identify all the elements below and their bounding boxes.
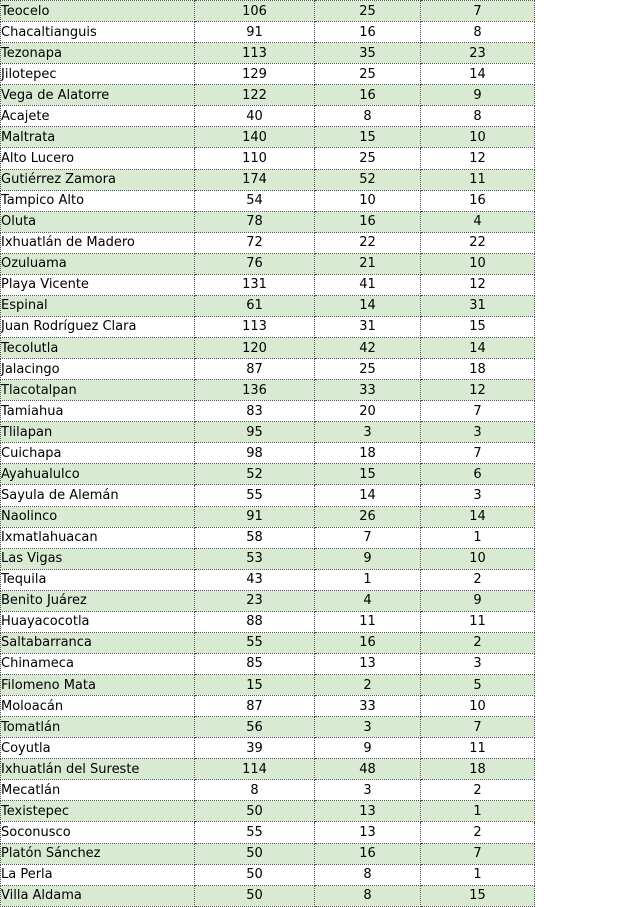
value-cell-col1: 23 xyxy=(195,590,315,611)
value-cell-col1: 50 xyxy=(195,864,315,885)
table-row xyxy=(1,759,535,780)
value-cell-col2: 11 xyxy=(315,611,421,632)
value-cell-col3: 15 xyxy=(421,316,535,337)
table-row xyxy=(1,1,535,22)
value-cell-col3: 6 xyxy=(421,464,535,485)
municipality-name-cell: Jalacingo xyxy=(1,359,195,380)
value-cell-col1: 72 xyxy=(195,232,315,253)
table-row xyxy=(1,738,535,759)
municipality-name-cell: Benito Juárez xyxy=(1,590,195,611)
value-cell-col3: 9 xyxy=(421,85,535,106)
value-cell-col2: 8 xyxy=(315,885,421,906)
value-cell-col1: 55 xyxy=(195,485,315,506)
value-cell-col1: 8 xyxy=(195,780,315,801)
value-cell-col3: 7 xyxy=(421,717,535,738)
table-row xyxy=(1,801,535,822)
table-row xyxy=(1,169,535,190)
municipality-name-cell: Cuichapa xyxy=(1,443,195,464)
value-cell-col1: 61 xyxy=(195,295,315,316)
value-cell-col1: 40 xyxy=(195,106,315,127)
municipality-name-cell: Las Vigas xyxy=(1,548,195,569)
value-cell-col3: 7 xyxy=(421,1,535,22)
value-cell-col1: 91 xyxy=(195,22,315,43)
value-cell-col1: 15 xyxy=(195,675,315,696)
value-cell-col2: 13 xyxy=(315,801,421,822)
value-cell-col3: 2 xyxy=(421,780,535,801)
municipality-name-cell: Tezonapa xyxy=(1,43,195,64)
table-row xyxy=(1,485,535,506)
value-cell-col3: 1 xyxy=(421,527,535,548)
table-row xyxy=(1,295,535,316)
value-cell-col2: 33 xyxy=(315,696,421,717)
table-row xyxy=(1,548,535,569)
value-cell-col3: 2 xyxy=(421,632,535,653)
municipality-name-cell: Ayahualulco xyxy=(1,464,195,485)
municipality-name-cell: Gutiérrez Zamora xyxy=(1,169,195,190)
value-cell-col3: 3 xyxy=(421,653,535,674)
value-cell-col2: 22 xyxy=(315,232,421,253)
value-cell-col3: 12 xyxy=(421,274,535,295)
municipality-name-cell: Juan Rodríguez Clara xyxy=(1,316,195,337)
municipality-name-cell: Ozuluama xyxy=(1,253,195,274)
value-cell-col3: 14 xyxy=(421,64,535,85)
value-cell-col3: 22 xyxy=(421,232,535,253)
municipality-name-cell: Soconusco xyxy=(1,822,195,843)
value-cell-col2: 31 xyxy=(315,316,421,337)
table-row xyxy=(1,85,535,106)
value-cell-col2: 16 xyxy=(315,85,421,106)
table-row xyxy=(1,232,535,253)
value-cell-col1: 113 xyxy=(195,43,315,64)
table-row xyxy=(1,106,535,127)
municipality-name-cell: Coyutla xyxy=(1,738,195,759)
municipality-name-cell: Tamiahua xyxy=(1,401,195,422)
value-cell-col1: 50 xyxy=(195,885,315,906)
value-cell-col3: 15 xyxy=(421,885,535,906)
value-cell-col3: 11 xyxy=(421,611,535,632)
value-cell-col1: 140 xyxy=(195,127,315,148)
value-cell-col3: 5 xyxy=(421,675,535,696)
value-cell-col2: 2 xyxy=(315,675,421,696)
municipality-name-cell: Filomeno Mata xyxy=(1,675,195,696)
value-cell-col2: 25 xyxy=(315,359,421,380)
table-row xyxy=(1,422,535,443)
table-row xyxy=(1,590,535,611)
value-cell-col1: 120 xyxy=(195,338,315,359)
value-cell-col1: 58 xyxy=(195,527,315,548)
value-cell-col3: 1 xyxy=(421,864,535,885)
value-cell-col3: 12 xyxy=(421,148,535,169)
municipality-name-cell: Oluta xyxy=(1,211,195,232)
municipality-name-cell: Chacaltianguis xyxy=(1,22,195,43)
value-cell-col3: 9 xyxy=(421,590,535,611)
municipality-name-cell: Ixmatlahuacan xyxy=(1,527,195,548)
value-cell-col2: 8 xyxy=(315,864,421,885)
table-row xyxy=(1,443,535,464)
value-cell-col2: 16 xyxy=(315,22,421,43)
municipality-name-cell: Espinal xyxy=(1,295,195,316)
value-cell-col3: 14 xyxy=(421,338,535,359)
table-row xyxy=(1,190,535,211)
municipality-name-cell: Sayula de Alemán xyxy=(1,485,195,506)
value-cell-col3: 2 xyxy=(421,822,535,843)
value-cell-col1: 52 xyxy=(195,464,315,485)
municipality-name-cell: Ixhuatlán de Madero xyxy=(1,232,195,253)
municipality-name-cell: Chinameca xyxy=(1,653,195,674)
table-row xyxy=(1,864,535,885)
municipality-name-cell: Maltrata xyxy=(1,127,195,148)
value-cell-col3: 11 xyxy=(421,169,535,190)
table-row xyxy=(1,843,535,864)
value-cell-col1: 78 xyxy=(195,211,315,232)
value-cell-col3: 16 xyxy=(421,190,535,211)
value-cell-col3: 11 xyxy=(421,738,535,759)
value-cell-col1: 98 xyxy=(195,443,315,464)
value-cell-col1: 95 xyxy=(195,422,315,443)
municipality-name-cell: Tlilapan xyxy=(1,422,195,443)
municipality-name-cell: Tlacotalpan xyxy=(1,380,195,401)
municipality-name-cell: Mecatlán xyxy=(1,780,195,801)
table-row xyxy=(1,885,535,906)
value-cell-col3: 3 xyxy=(421,485,535,506)
value-cell-col1: 106 xyxy=(195,1,315,22)
value-cell-col3: 31 xyxy=(421,295,535,316)
value-cell-col1: 55 xyxy=(195,632,315,653)
value-cell-col2: 16 xyxy=(315,843,421,864)
municipality-name-cell: Naolinco xyxy=(1,506,195,527)
table-row xyxy=(1,569,535,590)
value-cell-col3: 18 xyxy=(421,359,535,380)
value-cell-col2: 14 xyxy=(315,295,421,316)
table-row xyxy=(1,211,535,232)
table-row xyxy=(1,43,535,64)
table-row xyxy=(1,316,535,337)
municipality-name-cell: Playa Vicente xyxy=(1,274,195,295)
municipality-name-cell: Alto Lucero xyxy=(1,148,195,169)
value-cell-col2: 25 xyxy=(315,64,421,85)
municipality-name-cell: Ixhuatlán del Sureste xyxy=(1,759,195,780)
value-cell-col3: 7 xyxy=(421,443,535,464)
value-cell-col3: 8 xyxy=(421,106,535,127)
value-cell-col1: 43 xyxy=(195,569,315,590)
municipality-name-cell: La Perla xyxy=(1,864,195,885)
table-row xyxy=(1,780,535,801)
value-cell-col2: 26 xyxy=(315,506,421,527)
value-cell-col3: 10 xyxy=(421,696,535,717)
value-cell-col2: 35 xyxy=(315,43,421,64)
municipality-name-cell: Moloacán xyxy=(1,696,195,717)
municipality-name-cell: Tomatlán xyxy=(1,717,195,738)
value-cell-col1: 50 xyxy=(195,843,315,864)
municipality-name-cell: Platón Sánchez xyxy=(1,843,195,864)
value-cell-col2: 52 xyxy=(315,169,421,190)
value-cell-col1: 114 xyxy=(195,759,315,780)
value-cell-col3: 8 xyxy=(421,22,535,43)
municipality-name-cell: Teocelo xyxy=(1,1,195,22)
value-cell-col2: 9 xyxy=(315,738,421,759)
value-cell-col2: 42 xyxy=(315,338,421,359)
value-cell-col1: 136 xyxy=(195,380,315,401)
value-cell-col2: 21 xyxy=(315,253,421,274)
table-row xyxy=(1,464,535,485)
table-row xyxy=(1,717,535,738)
value-cell-col1: 110 xyxy=(195,148,315,169)
table-row xyxy=(1,675,535,696)
value-cell-col1: 131 xyxy=(195,274,315,295)
table-row xyxy=(1,632,535,653)
table-row xyxy=(1,822,535,843)
value-cell-col3: 18 xyxy=(421,759,535,780)
table-row xyxy=(1,64,535,85)
value-cell-col2: 20 xyxy=(315,401,421,422)
value-cell-col1: 56 xyxy=(195,717,315,738)
value-cell-col1: 85 xyxy=(195,653,315,674)
value-cell-col3: 1 xyxy=(421,801,535,822)
value-cell-col1: 55 xyxy=(195,822,315,843)
value-cell-col2: 18 xyxy=(315,443,421,464)
value-cell-col1: 91 xyxy=(195,506,315,527)
value-cell-col2: 13 xyxy=(315,822,421,843)
value-cell-col3: 10 xyxy=(421,548,535,569)
value-cell-col1: 87 xyxy=(195,696,315,717)
value-cell-col1: 174 xyxy=(195,169,315,190)
value-cell-col1: 122 xyxy=(195,85,315,106)
municipality-name-cell: Texistepec xyxy=(1,801,195,822)
table-row xyxy=(1,359,535,380)
table-row xyxy=(1,696,535,717)
municipality-name-cell: Tecolutla xyxy=(1,338,195,359)
value-cell-col2: 25 xyxy=(315,148,421,169)
value-cell-col2: 25 xyxy=(315,1,421,22)
value-cell-col2: 7 xyxy=(315,527,421,548)
municipality-name-cell: Saltabarranca xyxy=(1,632,195,653)
value-cell-col3: 3 xyxy=(421,422,535,443)
value-cell-col1: 76 xyxy=(195,253,315,274)
table-row xyxy=(1,380,535,401)
value-cell-col2: 16 xyxy=(315,211,421,232)
value-cell-col2: 14 xyxy=(315,485,421,506)
value-cell-col2: 3 xyxy=(315,717,421,738)
municipality-name-cell: Acajete xyxy=(1,106,195,127)
value-cell-col2: 3 xyxy=(315,780,421,801)
value-cell-col1: 50 xyxy=(195,801,315,822)
value-cell-col1: 83 xyxy=(195,401,315,422)
value-cell-col1: 53 xyxy=(195,548,315,569)
value-cell-col3: 4 xyxy=(421,211,535,232)
value-cell-col2: 8 xyxy=(315,106,421,127)
value-cell-col1: 129 xyxy=(195,64,315,85)
table-row xyxy=(1,506,535,527)
municipality-name-cell: Jilotepec xyxy=(1,64,195,85)
value-cell-col2: 48 xyxy=(315,759,421,780)
value-cell-col1: 88 xyxy=(195,611,315,632)
value-cell-col3: 10 xyxy=(421,253,535,274)
value-cell-col2: 33 xyxy=(315,380,421,401)
value-cell-col2: 10 xyxy=(315,190,421,211)
table-row xyxy=(1,253,535,274)
value-cell-col1: 87 xyxy=(195,359,315,380)
table-row xyxy=(1,274,535,295)
table-row xyxy=(1,338,535,359)
value-cell-col2: 4 xyxy=(315,590,421,611)
table-row xyxy=(1,22,535,43)
value-cell-col2: 15 xyxy=(315,127,421,148)
table-body xyxy=(1,1,535,907)
municipality-name-cell: Vega de Alatorre xyxy=(1,85,195,106)
value-cell-col3: 23 xyxy=(421,43,535,64)
municipality-name-cell: Huayacocotla xyxy=(1,611,195,632)
value-cell-col2: 15 xyxy=(315,464,421,485)
table-row xyxy=(1,611,535,632)
value-cell-col3: 7 xyxy=(421,401,535,422)
municipality-name-cell: Tampico Alto xyxy=(1,190,195,211)
table-row xyxy=(1,127,535,148)
municipality-name-cell: Villa Aldama xyxy=(1,885,195,906)
value-cell-col3: 2 xyxy=(421,569,535,590)
value-cell-col2: 3 xyxy=(315,422,421,443)
table-row xyxy=(1,653,535,674)
table-row xyxy=(1,148,535,169)
value-cell-col3: 12 xyxy=(421,380,535,401)
table-row xyxy=(1,527,535,548)
value-cell-col1: 54 xyxy=(195,190,315,211)
value-cell-col2: 9 xyxy=(315,548,421,569)
table-row xyxy=(1,401,535,422)
value-cell-col3: 14 xyxy=(421,506,535,527)
value-cell-col1: 39 xyxy=(195,738,315,759)
value-cell-col3: 10 xyxy=(421,127,535,148)
municipality-name-cell: Tequila xyxy=(1,569,195,590)
value-cell-col2: 13 xyxy=(315,653,421,674)
value-cell-col2: 1 xyxy=(315,569,421,590)
value-cell-col1: 113 xyxy=(195,316,315,337)
value-cell-col2: 16 xyxy=(315,632,421,653)
value-cell-col2: 41 xyxy=(315,274,421,295)
value-cell-col3: 7 xyxy=(421,843,535,864)
